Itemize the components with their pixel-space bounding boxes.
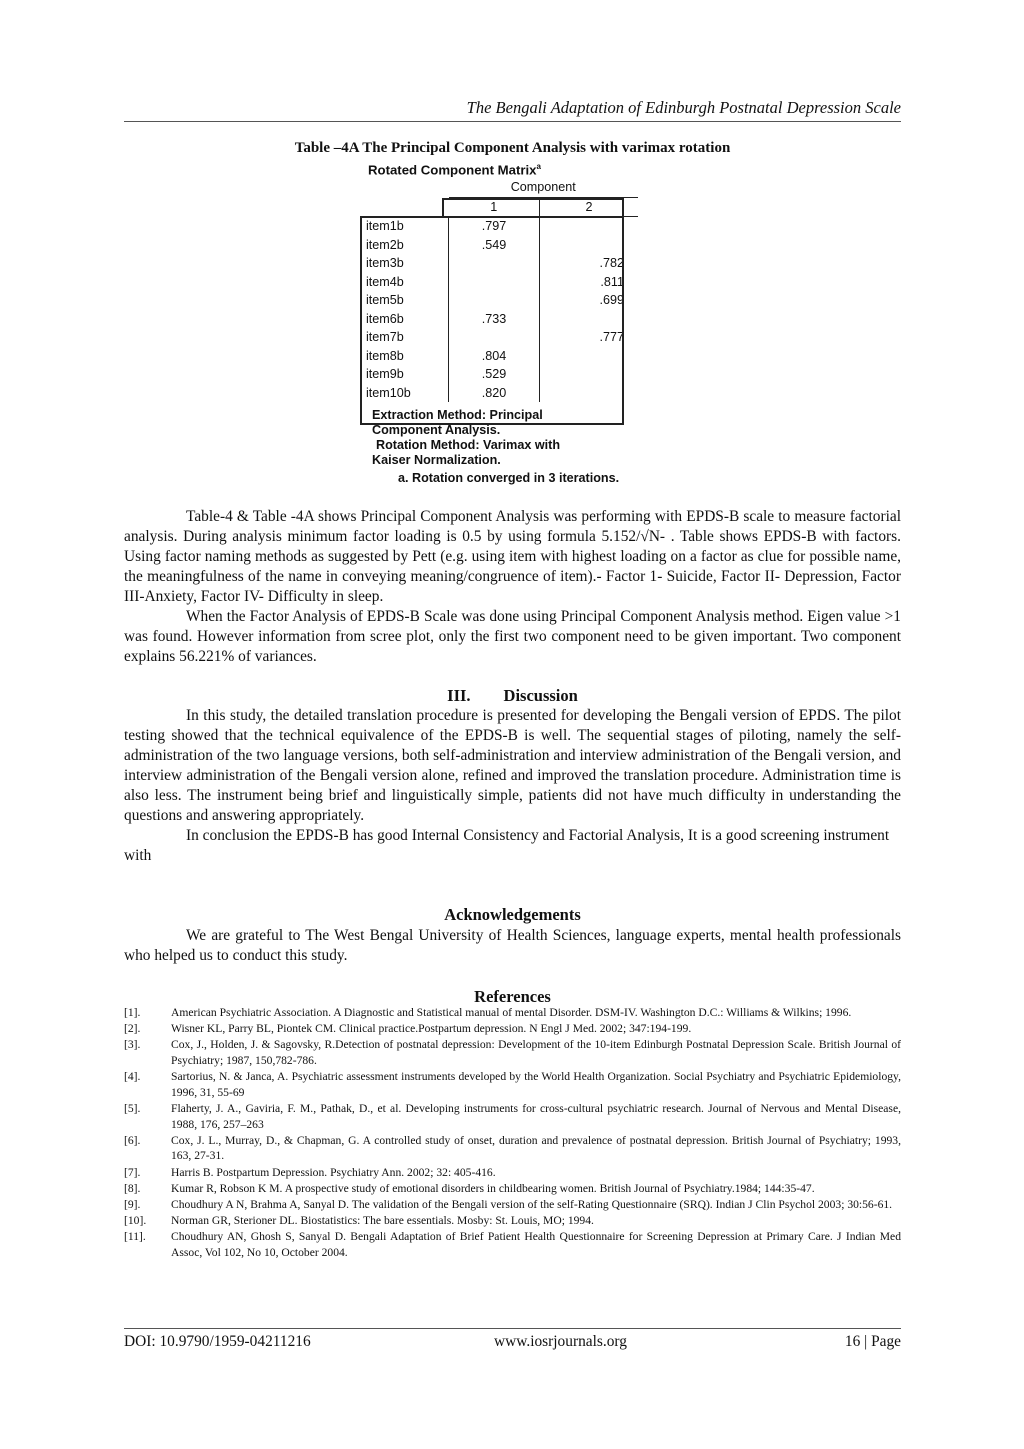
loading-2 (540, 347, 639, 366)
list-item (124, 1005, 901, 1021)
footer-doi: DOI: 10.9790/1959-04211216 (124, 1333, 311, 1350)
loading-1: .549 (449, 236, 540, 255)
row-label: item4b (360, 273, 449, 292)
list-item (124, 1101, 901, 1132)
table-row (360, 217, 638, 236)
loading-2 (540, 217, 639, 236)
row-label: item10b (360, 384, 449, 403)
paragraph: Table-4 & Table -4A shows Principal Component Analysis was performing with EPDS-B scale to measure factorial analysis. During analysis minimum factor loading is 0.5 by using formula 5.152/√N- . Table shows EPDS-B with factors. Using factor naming methods as suggested by Pett (e.g. using item with highest loading on a factor as clue for possible name, the meaningfulness of the name in conveying meaning/congruence of item).- Factor 1- Suicide, Factor II- Depression, Factor III-Anxiety, Factor IV- Difficulty in sleep. (124, 508, 901, 605)
note-extraction-cont: Component Analysis. (372, 423, 501, 437)
matrix-notes (372, 408, 680, 486)
row-label: item1b (360, 217, 449, 236)
loading-1 (449, 328, 540, 347)
row-label: item3b (360, 254, 449, 273)
component-header: Component (510, 180, 576, 194)
loading-1: .733 (449, 310, 540, 329)
reference-text: Choudhury AN, Ghosh S, Sanyal D. Bengali Adaptation of Brief Patient Health Questionnaire for Screening Depression at Primary Care. J Indian Med Assoc, Vol 102, No 10, October 2004. (171, 1230, 901, 1259)
references-list (124, 1005, 901, 1261)
row-label: item8b (360, 347, 449, 366)
reference-number: [11]. (124, 1230, 146, 1244)
loading-2: .699 (599, 293, 624, 307)
reference-number: [2]. (124, 1022, 141, 1036)
reference-number: [5]. (124, 1101, 141, 1115)
reference-text: Sartorius, N. & Janca, A. Psychiatric assessment instruments developed by the World Health Organization. Social Psychiatry and Psychiatric Epidemiology, 1996, 31, 55-69 (171, 1070, 901, 1099)
loading-2: .777 (599, 330, 624, 344)
matrix-table (360, 178, 638, 402)
matrix-header-row (360, 178, 638, 197)
row-label: item9b (360, 365, 449, 384)
table-row (360, 291, 638, 310)
note-footnote: a. Rotation converged in 3 iterations. (398, 471, 620, 485)
reference-text: Cox, J. L., Murray, D., & Chapman, G. A controlled study of onset, duration and prevalence of postnatal depression. British Journal of Psychiatry; 1993, 163, 27-31. (171, 1133, 901, 1163)
table-row (360, 347, 638, 366)
reference-number: [1]. (124, 1006, 141, 1019)
matrix-box (360, 178, 680, 402)
discussion-heading: III. Discussion (447, 686, 578, 705)
list-item (124, 1181, 901, 1197)
reference-text: Flaherty, J. A., Gaviria, F. M., Pathak, D., et al. Developing instruments for cross-cultural psychiatric research. Journal of Nervous and Mental Disease, 1988, 176, 257–263 (171, 1101, 901, 1131)
paragraph: When the Factor Analysis of EPDS-B Scale was done using Principal Component Analysis method. Eigen value >1 was found. However information from scree plot, only the first two component need to be given important. Two component explains 56.221% of variances. (124, 608, 901, 665)
reference-text: Wisner KL, Parry BL, Piontek CM. Clinical practice.Postpartum depression. N Engl J Med. 2002; 347:194-199. (171, 1022, 692, 1036)
loading-1 (449, 273, 540, 292)
reference-text: Harris B. Postpartum Depression. Psychiatry Ann. 2002; 32: 405-416. (171, 1165, 496, 1179)
note-rotation: Rotation Method: Varimax with (376, 438, 561, 452)
reference-number: [7]. (124, 1165, 141, 1179)
running-head: The Bengali Adaptation of Edinburgh Postnatal Depression Scale (466, 98, 901, 117)
reference-number: [6]. (124, 1133, 141, 1147)
reference-text: Kumar R, Robson K M. A prospective study of emotional disorders in childbearing women. British Journal of Psychiatry.1984; 144:35-47. (171, 1181, 815, 1195)
table-row (360, 310, 638, 329)
row-label: item2b (360, 236, 449, 255)
list-item (124, 1069, 901, 1100)
note-rotation-cont: Kaiser Normalization. (372, 453, 501, 467)
reference-text: Choudhury A N, Brahma A, Sanyal D. The validation of the Bengali version of the self-Rating Questionnaire (SRQ). Indian J Clin Psychol 2003; 30:56-61. (171, 1197, 893, 1211)
note-extraction: Extraction Method: Principal (372, 408, 543, 422)
rotated-component-matrix (360, 158, 680, 486)
reference-text: American Psychiatric Association. A Diagnostic and Statistical manual of mental Disorder. DSM-IV. Washington D.C.: Williams & Wilkins; 1996. (171, 1006, 852, 1019)
loading-1: .529 (449, 365, 540, 384)
loading-1 (449, 291, 540, 310)
reference-text: Cox, J., Holden, J. & Sagovsky, R.Detection of postnatal depression: Development of the 10-item Edinburgh Postnatal Depression Scale. British Journal of Psychiatry; 1987, 150,782-786. (171, 1038, 901, 1067)
table-row (360, 254, 638, 273)
table-row (360, 273, 638, 292)
results-text (124, 507, 901, 667)
loading-2: .782 (599, 256, 624, 270)
matrix-title: Rotated Component Matrix$^a$ (368, 162, 541, 178)
reference-text: Norman GR, Sterioner DL. Biostatistics: The bare essentials. Mosby: St. Louis, MO; 1994. (171, 1214, 594, 1228)
loading-2: .811 (600, 274, 624, 289)
loading-1: .820 (449, 384, 540, 403)
paragraph: We are grateful to The West Bengal University of Health Sciences, language experts, mental health professionals who helped us to conduct this study. (124, 927, 901, 964)
loading-2 (540, 384, 639, 403)
row-label: item5b (360, 291, 449, 310)
footer-rule (124, 1328, 901, 1329)
loading-1 (449, 254, 540, 273)
reference-number: [4]. (124, 1070, 141, 1084)
matrix-subheader-row (360, 197, 638, 217)
list-item (124, 1213, 901, 1229)
list-item (124, 1021, 901, 1037)
reference-number: [3]. (124, 1038, 141, 1052)
table-row (360, 328, 638, 347)
reference-number: [9]. (124, 1197, 141, 1211)
loading-2 (540, 365, 639, 384)
footer-website: www.iosrjournals.org (494, 1333, 627, 1350)
loading-2 (540, 310, 639, 329)
references-heading: References (474, 987, 551, 1006)
table-caption: Table –4A The Principal Component Analysis with varimax rotation (294, 140, 731, 156)
acknowledgements-heading: Acknowledgements (444, 905, 581, 924)
list-item (124, 1165, 901, 1181)
loading-1: .797 (449, 217, 540, 236)
acknowledgements-text (124, 926, 901, 966)
reference-number: [8]. (124, 1181, 141, 1195)
loading-1: .804 (449, 347, 540, 366)
header-rule (124, 121, 901, 122)
row-label: item6b (360, 310, 449, 329)
reference-number: [10]. (124, 1214, 147, 1228)
table-row (360, 384, 638, 403)
list-item (124, 1197, 901, 1213)
list-item (124, 1229, 901, 1260)
table-row (360, 365, 638, 384)
list-item (124, 1133, 901, 1164)
paragraph: In this study, the detailed translation procedure is presented for developing the Bengali version of EPDS. The pilot testing showed that the technical equivalence of the EPDS-B is well. The sequential stages of piloting, namely the self-administration of the two language versions, both self-administration and interview administration of the Bengali version, and interview administration of the Bengali version alone, refined and improved the translation procedure. Administration time is also less. The instrument being brief and linguistically simple, patients did not have much difficulty in understanding the questions and answering appropriately. (124, 707, 901, 824)
column-2-header: 2 (540, 197, 639, 217)
list-item (124, 1037, 901, 1068)
footer-page-number: 16 | Page (844, 1333, 901, 1350)
column-1-header: 1 (449, 197, 540, 217)
table-row (360, 236, 638, 255)
loading-2 (540, 236, 639, 255)
discussion-text (124, 706, 901, 866)
paragraph: In conclusion the EPDS-B has good Internal Consistency and Factorial Analysis, It is a good screening instrument with (124, 827, 890, 864)
row-label: item7b (360, 328, 449, 347)
